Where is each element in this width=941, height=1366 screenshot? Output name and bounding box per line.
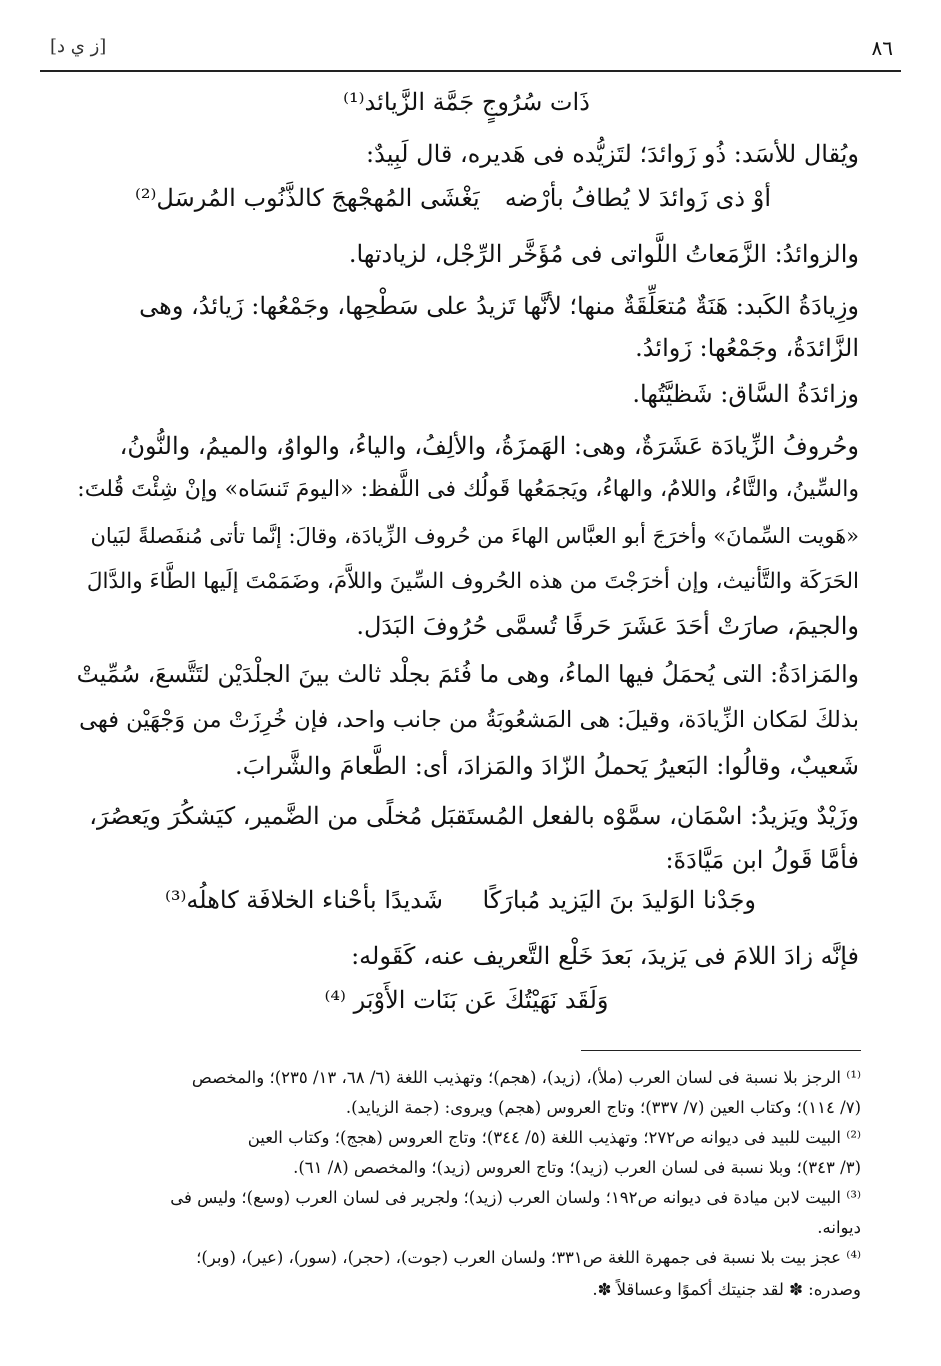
body-line: «هَويت السِّمانَ» وأخرَجَ أبو العبَّاس الهاءَ من حُروف الزِّيادَة، وقالَ: إنَّما تأتى مُنفَصلةً لبَيان xyxy=(90,524,859,548)
running-head: [ز ي د] xyxy=(50,36,107,57)
footnote-line: وصدره: ✽ لقد جنيتك أكموًا وعساقلاً ✽. xyxy=(592,1280,861,1299)
body-line: ويُقال للأسَد: ذُو زَوائدَ؛ لتَزيُّده فى هَديره، قال لَبِيدٌ: xyxy=(366,140,859,168)
body-line: فأمَّا قَولُ ابن مَيَّادَةَ: xyxy=(665,846,859,874)
page-number: ٨٦ xyxy=(871,36,893,60)
verse-hemistich: وجَدْنا الوَليدَ بنَ اليَزيد مُبارَكًا xyxy=(482,886,756,914)
footnote-divider xyxy=(581,1050,861,1051)
body-line: والجيمَ، صارَتْ أحَدَ عَشَرَ حَرفًا تُسمَّى حُرُوفَ البَدَل. xyxy=(356,612,859,640)
verse-hemistich: أوْ ذى زَوائدَ لا يُطافُ بأرْضه xyxy=(504,184,771,212)
footnote-line: ⁽³⁾ البيت لابن ميادة فى ديوانه ص١٩٢؛ ولسان العرب (زيد)؛ ولجرير فى لسان العرب (وسع)؛ وليس فى xyxy=(170,1188,861,1207)
body-line: الزَّائدَةُ، وجَمْعُها: زَوائدُ. xyxy=(635,334,859,362)
verse-fragment: ذَات سُرُوجٍ جَمَّة الزَّيائد⁽¹⁾ xyxy=(343,88,590,116)
verse-hemistich: شَديدًا بأحْناء الخلافَة كاهلُه⁽³⁾ xyxy=(165,886,443,914)
body-line: وزائدَةُ السَّاق: شَظيَّتُها. xyxy=(632,380,859,408)
verse-hemistich: يَغْشَى المُهجْهجَ كالذَّنُوب المُرسَل⁽²⁾ xyxy=(135,184,480,212)
body-line: والمَزادَةُ: التى يُحمَلُ فيها الماءُ، وهى ما فُئمَ بجلْد ثالث بينَ الجلْدَيْن لتَتَّسعَ، سُمِّيتْ xyxy=(76,660,859,688)
body-line: وزِيادَةُ الكَبد: هَنَةٌ مُتعَلِّقَةٌ منها؛ لأنَّها تَزيدُ على سَطْحِها، وجَمْعُها: زَيائدُ، وهى xyxy=(139,292,859,320)
body-line: فإنَّه زادَ اللامَ فى يَزيدَ، بَعدَ خَلْع التَّعريف عنه، كَقَوله: xyxy=(351,942,859,970)
footnote-line: ⁽⁴⁾ عجز بيت بلا نسبة فى جمهرة اللغة ص٣٣١؛ ولسان العرب (جوت)، (حجر)، (سور)، (عير)، (وبر)؛ xyxy=(196,1248,861,1267)
body-line: والزوائدُ: الزَّمَعاتُ اللَّواتى فى مُؤَخَّر الرِّجْل، لزيادتها. xyxy=(348,240,859,268)
footnote-line: (٣/ ٣٤٣)؛ وبلا نسبة فى لسان العرب (زيد)؛ وتاج العروس (زيد)؛ والمخصص (٨/ ٦١). xyxy=(293,1158,861,1177)
body-line: بذلكَ لمَكان الزِّيادَة، وقيلَ: هى المَشعُوبَةُ من جانب واحد، فإن خُرِزَتْ من وَجْهَيْن فهى xyxy=(79,707,859,733)
footnote-line: ديوانه. xyxy=(817,1218,861,1237)
footnote-line: ⁽²⁾ البيت للبيد فى ديوانه ص٢٧٢؛ وتهذيب اللغة (٥/ ٣٤٤)؛ وتاج العروس (هجج)؛ وكتاب العين xyxy=(247,1128,861,1147)
body-line: الحَرَكَة والتَّأنيث، وإن أخرَجْتَ من هذه الحُروف السِّينَ واللاَّمَ، وضَمَمْتَ إلَيها الطَّاءَ والدَّالَ xyxy=(86,569,859,594)
body-line: شَعيبٌ، وقالُوا: البَعيرُ يَحملُ الزّادَ والمَزادَ، أى: الطَّعامَ والشَّرابَ. xyxy=(234,752,859,780)
quoted-verse: وَلَقَد نَهَيْتُكَ عَن بَنَات الأَوْبَر ⁽⁴⁾ xyxy=(324,986,609,1014)
footnote-line: ⁽¹⁾ الرجز بلا نسبة فى لسان العرب (ملأ)، (زيد)، (هجم)؛ وتهذيب اللغة (٦/ ٦٨، ١٣/ ٢٣٥)؛ والمخصص xyxy=(191,1068,861,1087)
body-line: وحُروفُ الزِّيادَة عَشَرَةٌ، وهى: الهَمزَةُ، والألِفُ، والياءُ، والواوُ، والميمُ، والنُّونُ، xyxy=(119,432,859,460)
page-header xyxy=(40,30,901,72)
body-line: وزَيْدٌ ويَزيدُ: اسْمَان، سمَّوْه بالفعل المُستَقبَل مُخلًى من الضَّمير، كيَشكُرَ ويَعصُرَ، xyxy=(89,802,859,830)
footnote-line: (٧/ ١١٤)؛ وكتاب العين (٧/ ٣٣٧)؛ وتاج العروس (هجم) ويروى: (جمة الزيايد). xyxy=(345,1098,861,1117)
body-line: والسِّينُ، والتَّاءُ، واللامُ، والهاءُ، ويَجمَعُها قَولُك فى اللَّفظ: «اليومَ تَنسَاه» وإنْ شِئْتَ قُلتَ: xyxy=(77,477,859,502)
